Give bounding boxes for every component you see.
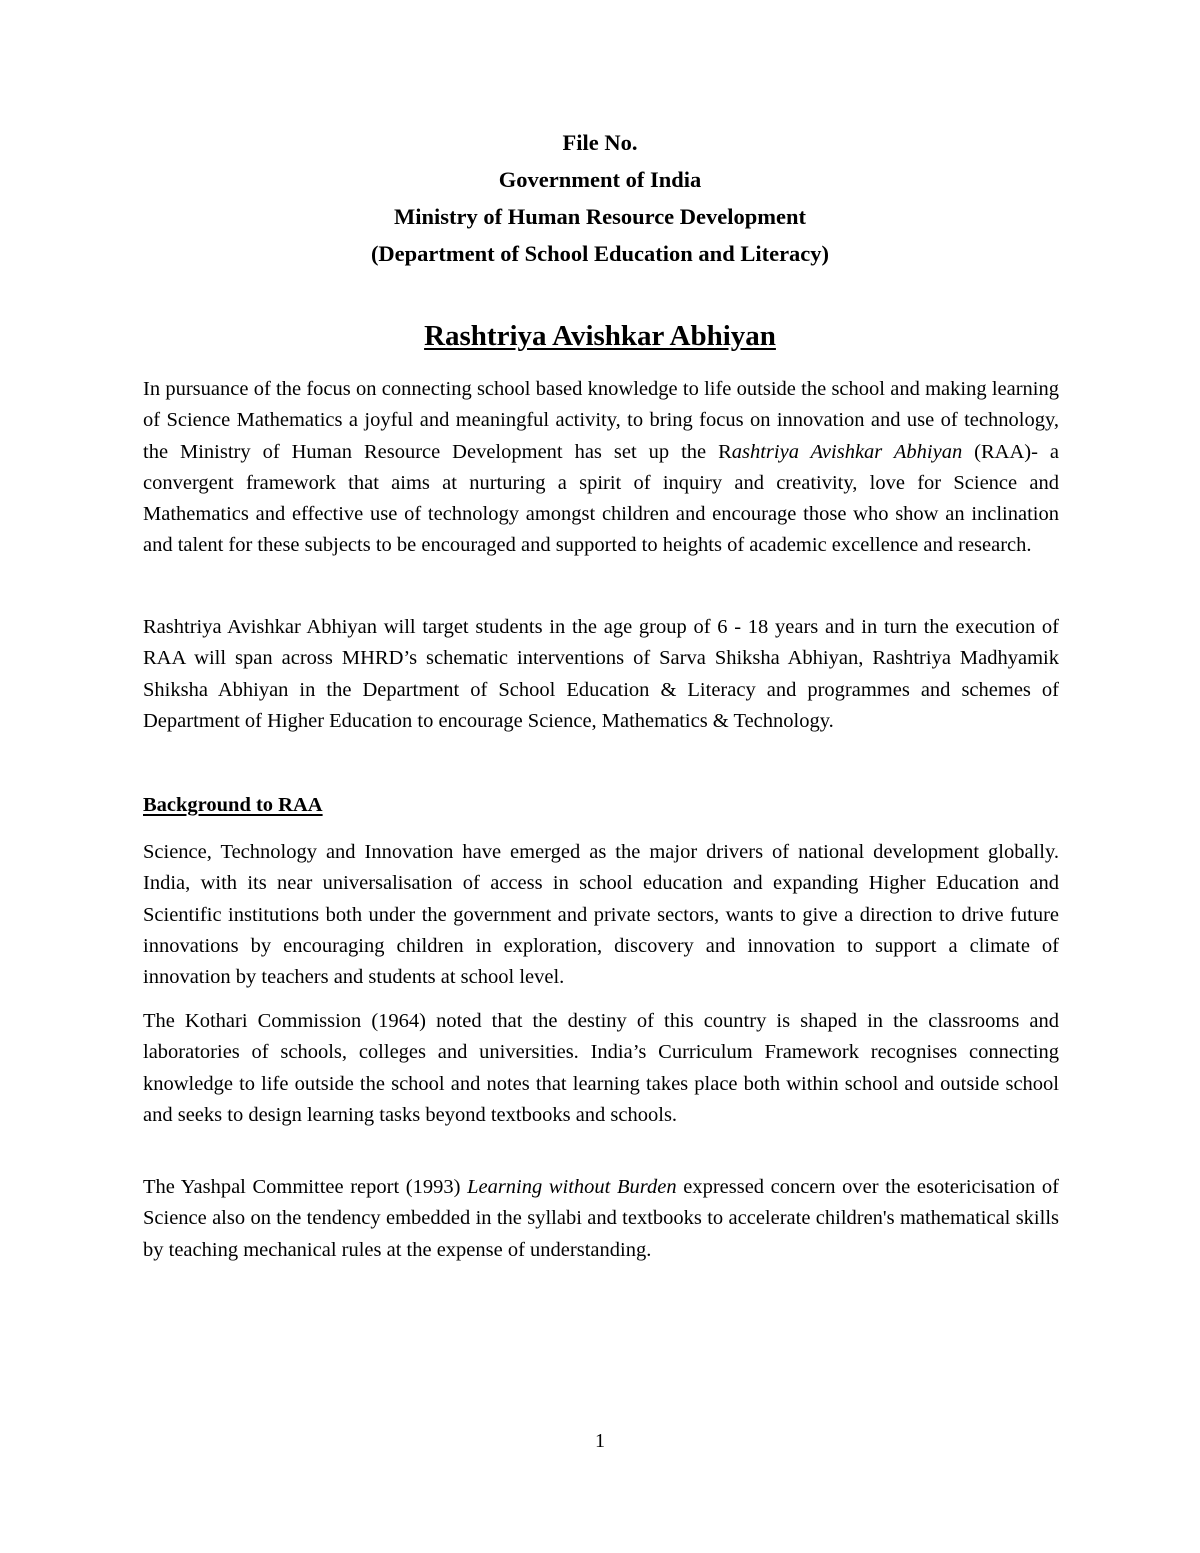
target-text: Rashtriya Avishkar Abhiyan will target students in the age group of 6 - 18 years and in turn the execution of RAA will span across MHRD’s schematic interventions of Sarva Shiksha Abhiyan, Rashtriya Madhyamik Shiksha Abhiyan in the Department of School Education & Literacy and programmes and schemes of Department of Higher Education to encourage Science, Mathematics & Technology.: [143, 616, 1059, 732]
intro-paragraph: [143, 374, 1059, 562]
document-title: Rashtriya Avishkar Abhiyan: [424, 320, 776, 352]
background-text: Science, Technology and Innovation have emerged as the major drivers of national development globally. India, with its near universalisation of access in school education and expanding Higher Education and Scientific institutions both under the government and private sectors, wants to give a direction to drive future innovations by encouraging children in exploration, discovery and innovation to support a climate of innovation by teachers and students at school level.: [143, 841, 1059, 989]
file-number: File No.: [562, 130, 638, 155]
yashpal-text-end: expressed concern over the esotericisation of Science also on the tendency embedded in the syllabi and textbooks to accelerate children's mathematical skills by teaching mechanical rules at the expense of understanding.: [143, 1176, 1059, 1261]
yashpal-text-start: The Yashpal Committee report (1993): [143, 1176, 468, 1198]
page-number: 1: [595, 1430, 605, 1452]
government-name: Government of India: [498, 167, 702, 192]
kothari-text: The Kothari Commission (1964) noted that the destiny of this country is shaped in the classrooms and laboratories of schools, colleges and universities. India’s Curriculum Framework recognises connecting knowledge to life outside the school and notes that learning takes place both within school and outside school and seeks to design learning tasks beyond textbooks and schools.: [143, 1010, 1059, 1126]
document-header: [0, 124, 1200, 272]
department-name: (Department of School Education and Literacy): [370, 241, 830, 266]
yashpal-text-italic: Learning without Burden: [467, 1176, 677, 1198]
kothari-paragraph: [143, 1006, 1059, 1131]
intro-text-italic: ashtriya Avishkar Abhiyan: [731, 440, 963, 463]
ministry-name: Ministry of Human Resource Development: [393, 204, 807, 229]
background-paragraph: [143, 837, 1059, 993]
section-heading-background: Background to RAA: [143, 794, 323, 816]
yashpal-paragraph: [143, 1172, 1059, 1266]
intro-text-end: (RAA)- a convergent framework that aims at nurturing a spirit of inquiry and creativity, love for Science and Mathematics and effective use of technology amongst children and encourage those who show an inclination and talent for these subjects to be encouraged and supported to heights of academic excellence and research.: [143, 440, 1059, 557]
intro-text-start: In pursuance of the focus on connecting school based knowledge to life outside the school and making learning of Science Mathematics a joyful and meaningful activity, to bring focus on innovation and use of technology, the Ministry of Human Resource Development has set up the R: [143, 378, 1059, 463]
target-paragraph: [143, 612, 1059, 737]
